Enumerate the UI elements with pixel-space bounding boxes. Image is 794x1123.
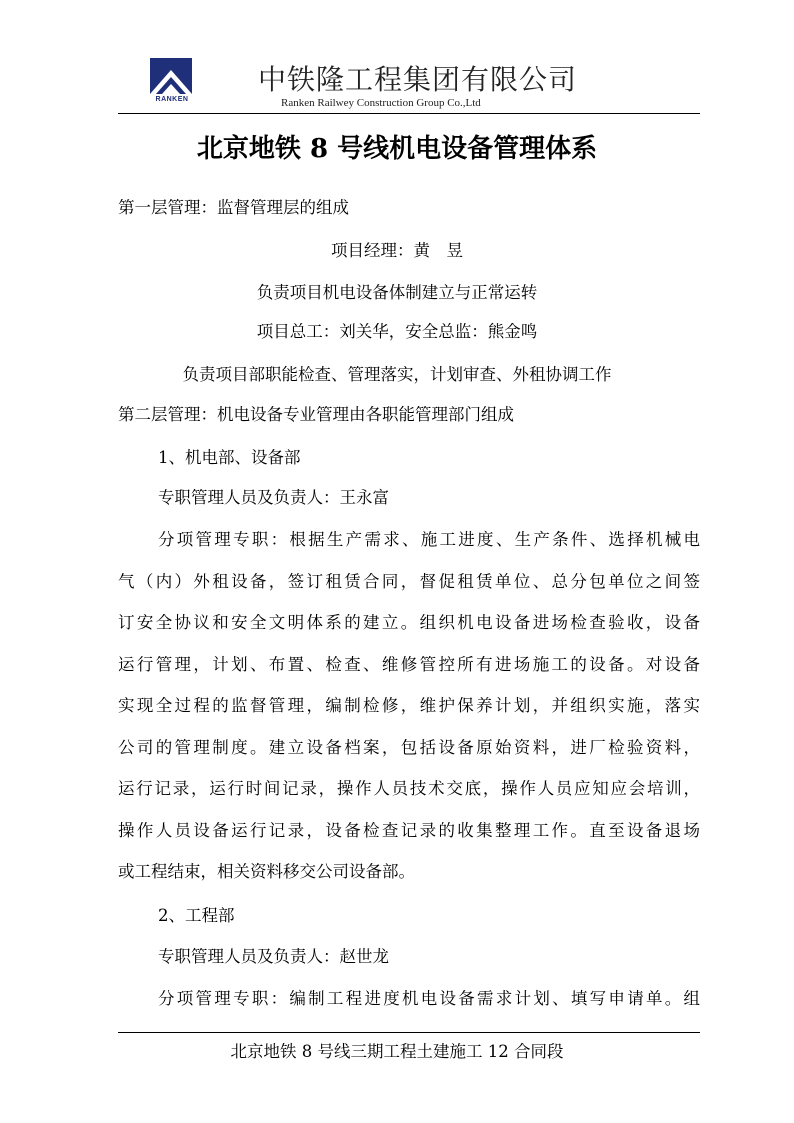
- footer-divider: [118, 1032, 700, 1033]
- page-footer: 北京地铁 8 号线三期工程土建施工 12 合同段: [230, 1042, 564, 1061]
- section1-paragraph-line: 实现全过程的监督管理，编制检修，维护保养计划，并组织实施，落实: [118, 696, 700, 715]
- document-title: 北京地铁 8 号线机电设备管理体系: [196, 134, 598, 164]
- section1-paragraph-line: 或工程结束，相关资料移交公司设备部。: [118, 862, 415, 881]
- chief-engineer-line: 项目总工：刘关华，安全总监：熊金鸣: [256, 322, 538, 341]
- section1-paragraph-line: 气（内）外租设备，签订租赁合同，督促租赁单位、总分包单位之间签: [118, 572, 700, 591]
- company-name-en: Ranken Railwey Construction Group Co.,Ltd: [281, 97, 481, 109]
- project-manager-duty: 负责项目机电设备体制建立与正常运转: [256, 283, 538, 302]
- section2-paragraph-line: 分项管理专职：编制工程进度机电设备需求计划、填写申请单。组: [158, 989, 700, 1008]
- company-name-cn: 中铁隆工程集团有限公司: [258, 63, 578, 96]
- section1-paragraph-line: 订安全协议和安全文明体系的建立。组织机电设备进场检查验收，设备: [118, 613, 700, 632]
- section1-paragraph-line: 公司的管理制度。建立设备档案，包括设备原始资料，进厂检验资料，: [118, 738, 700, 757]
- section1-paragraph-line: 运行记录，运行时间记录，操作人员技术交底，操作人员应知应会培训，: [118, 779, 700, 798]
- project-manager-line: 项目经理：黄 昱: [331, 241, 463, 260]
- section1-paragraph-line: 运行管理，计划、布置、检查、维修管控所有进场施工的设备。对设备: [118, 655, 700, 674]
- section1-person: 专职管理人员及负责人：王永富: [158, 488, 389, 507]
- section1-heading: 1、机电部、设备部: [158, 448, 301, 467]
- tier1-heading: 第一层管理：监督管理层的组成: [118, 198, 349, 217]
- header-divider: [118, 113, 700, 114]
- section1-paragraph-line: 操作人员设备运行记录，设备检查记录的收集整理工作。直至设备退场: [118, 821, 700, 840]
- tier2-heading: 第二层管理：机电设备专业管理由各职能管理部门组成: [118, 405, 514, 424]
- chief-engineer-duty: 负责项目部职能检查、管理落实，计划审查、外租协调工作: [182, 365, 612, 384]
- section2-person: 专职管理人员及负责人：赵世龙: [158, 947, 389, 966]
- logo-label: RANKEN: [155, 96, 189, 103]
- section2-heading: 2、工程部: [158, 906, 235, 925]
- section1-paragraph-line: 分项管理专职：根据生产需求、施工进度、生产条件、选择机械电: [158, 530, 700, 549]
